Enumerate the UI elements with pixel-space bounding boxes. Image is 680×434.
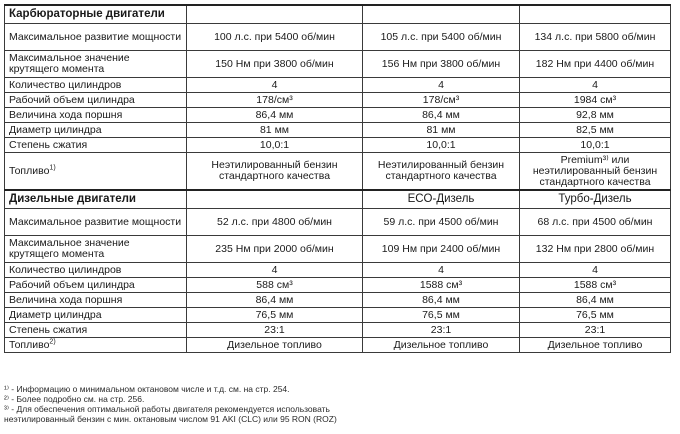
- cell-value: 1588 см³: [520, 278, 671, 293]
- cell-value: 4: [363, 78, 520, 93]
- cell-value: 4: [187, 263, 363, 278]
- cell-value: 86,4 мм: [187, 108, 363, 123]
- engine-specs-table: [4, 4, 671, 353]
- table-row: [5, 93, 671, 108]
- cell-value: 182 Нм при 4400 об/мин: [520, 51, 671, 78]
- cell-value: 100 л.с. при 5400 об/мин: [187, 24, 363, 51]
- table-row: [5, 138, 671, 153]
- cell-value: 178/см³: [363, 93, 520, 108]
- cell-value: 1984 см³: [520, 93, 671, 108]
- cell-value: 4: [363, 263, 520, 278]
- table-row: [5, 24, 671, 51]
- engine-type: ECO-Дизель: [363, 190, 520, 209]
- cell-value: 23:1: [520, 323, 671, 338]
- row-label: Степень сжатия: [5, 138, 187, 153]
- cell-value: 4: [520, 78, 671, 93]
- table-row: [5, 293, 671, 308]
- cell-value: 178/см³: [187, 93, 363, 108]
- row-label: Степень сжатия: [5, 323, 187, 338]
- cell-value: 76,5 мм: [520, 308, 671, 323]
- cell-value: 105 л.с. при 5400 об/мин: [363, 24, 520, 51]
- table-row: [5, 108, 671, 123]
- cell-value: 23:1: [363, 323, 520, 338]
- cell-value: 588 см³: [187, 278, 363, 293]
- footnote: неэтилированный бензин с мин. октановым числом 91 AKI (CLC) или 95 RON (ROZ): [4, 414, 337, 424]
- table-row: [5, 263, 671, 278]
- footnote: ¹⁾ - Информацию о минимальном октановом числе и т.д. см. на стр. 254.: [4, 384, 290, 394]
- cell-value: 4: [520, 263, 671, 278]
- cell-value: 81 мм: [363, 123, 520, 138]
- table-row: [5, 236, 671, 263]
- row-label: Максимальное развитие мощности: [5, 209, 187, 236]
- engine-type: [187, 190, 363, 209]
- table-row: [5, 338, 671, 353]
- cell-value: Premium³⁾ или неэтилированный бензин стандартного качества: [520, 153, 671, 191]
- row-label: [5, 338, 187, 353]
- cell-value: 4: [187, 78, 363, 93]
- cell-value: 132 Нм при 2800 об/мин: [520, 236, 671, 263]
- footnote-ref: 1): [49, 164, 56, 171]
- table-row: [5, 323, 671, 338]
- row-label: [5, 153, 187, 191]
- fuel-label: Топливо: [9, 338, 50, 351]
- cell-value: 76,5 мм: [187, 308, 363, 323]
- footnote-ref: 2): [49, 338, 56, 345]
- table-row: [5, 51, 671, 78]
- carb-section-title: Карбюраторные двигатели: [5, 5, 187, 24]
- table-row: [5, 78, 671, 93]
- carb-section-header: [5, 5, 671, 24]
- footnotes: [4, 384, 664, 424]
- cell-value: 68 л.с. при 4500 об/мин: [520, 209, 671, 236]
- table-row: [5, 278, 671, 293]
- cell-value: 10,0:1: [187, 138, 363, 153]
- diesel-section-title: Дизельные двигатели: [5, 190, 187, 209]
- row-label: Максимальное развитие мощности: [5, 24, 187, 51]
- cell-value: Дизельное топливо: [187, 338, 363, 353]
- table-row: [5, 308, 671, 323]
- cell-value: Дизельное топливо: [363, 338, 520, 353]
- cell-value: 86,4 мм: [363, 293, 520, 308]
- cell-value: 156 Нм при 3800 об/мин: [363, 51, 520, 78]
- cell-value: 86,4 мм: [520, 293, 671, 308]
- row-label: Рабочий объем цилиндра: [5, 93, 187, 108]
- cell-value: 92,8 мм: [520, 108, 671, 123]
- cell-value: 109 Нм при 2400 об/мин: [363, 236, 520, 263]
- spec-sheet: [4, 4, 670, 353]
- row-label: Рабочий объем цилиндра: [5, 278, 187, 293]
- cell-value: 23:1: [187, 323, 363, 338]
- row-label: Количество цилиндров: [5, 78, 187, 93]
- table-row: [5, 123, 671, 138]
- cell-value: 82,5 мм: [520, 123, 671, 138]
- engine-type: Турбо-Дизель: [520, 190, 671, 209]
- cell-value: 81 мм: [187, 123, 363, 138]
- cell-value: Неэтилированный бензин стандартного качества: [363, 153, 520, 191]
- row-label: Количество цилиндров: [5, 263, 187, 278]
- cell-value: 86,4 мм: [363, 108, 520, 123]
- row-label: Диаметр цилиндра: [5, 308, 187, 323]
- diesel-section-header: [5, 190, 671, 209]
- row-label: Величина хода поршня: [5, 293, 187, 308]
- cell-value: 86,4 мм: [187, 293, 363, 308]
- cell-value: 150 Нм при 3800 об/мин: [187, 51, 363, 78]
- row-label: Величина хода поршня: [5, 108, 187, 123]
- cell-value: 52 л.с. при 4800 об/мин: [187, 209, 363, 236]
- cell-value: 1588 см³: [363, 278, 520, 293]
- fuel-label: Топливо: [9, 164, 50, 177]
- cell-value: 134 л.с. при 5800 об/мин: [520, 24, 671, 51]
- row-label: Максимальное значение крутящего момента: [5, 51, 187, 78]
- footnote: ²⁾ - Более подробно см. на стр. 256.: [4, 394, 145, 404]
- cell-value: 235 Нм при 2000 об/мин: [187, 236, 363, 263]
- row-label: Максимальное значение крутящего момента: [5, 236, 187, 263]
- cell-value: Неэтилированный бензин стандартного качества: [187, 153, 363, 191]
- table-row: [5, 209, 671, 236]
- cell-value: Дизельное топливо: [520, 338, 671, 353]
- footnote: ³⁾ - Для обеспечения оптимальной работы двигателя рекомендуется использовать: [4, 404, 330, 414]
- cell-value: 59 л.с. при 4500 об/мин: [363, 209, 520, 236]
- table-row: [5, 153, 671, 191]
- row-label: Диаметр цилиндра: [5, 123, 187, 138]
- cell-value: 10,0:1: [520, 138, 671, 153]
- cell-value: 10,0:1: [363, 138, 520, 153]
- cell-value: 76,5 мм: [363, 308, 520, 323]
